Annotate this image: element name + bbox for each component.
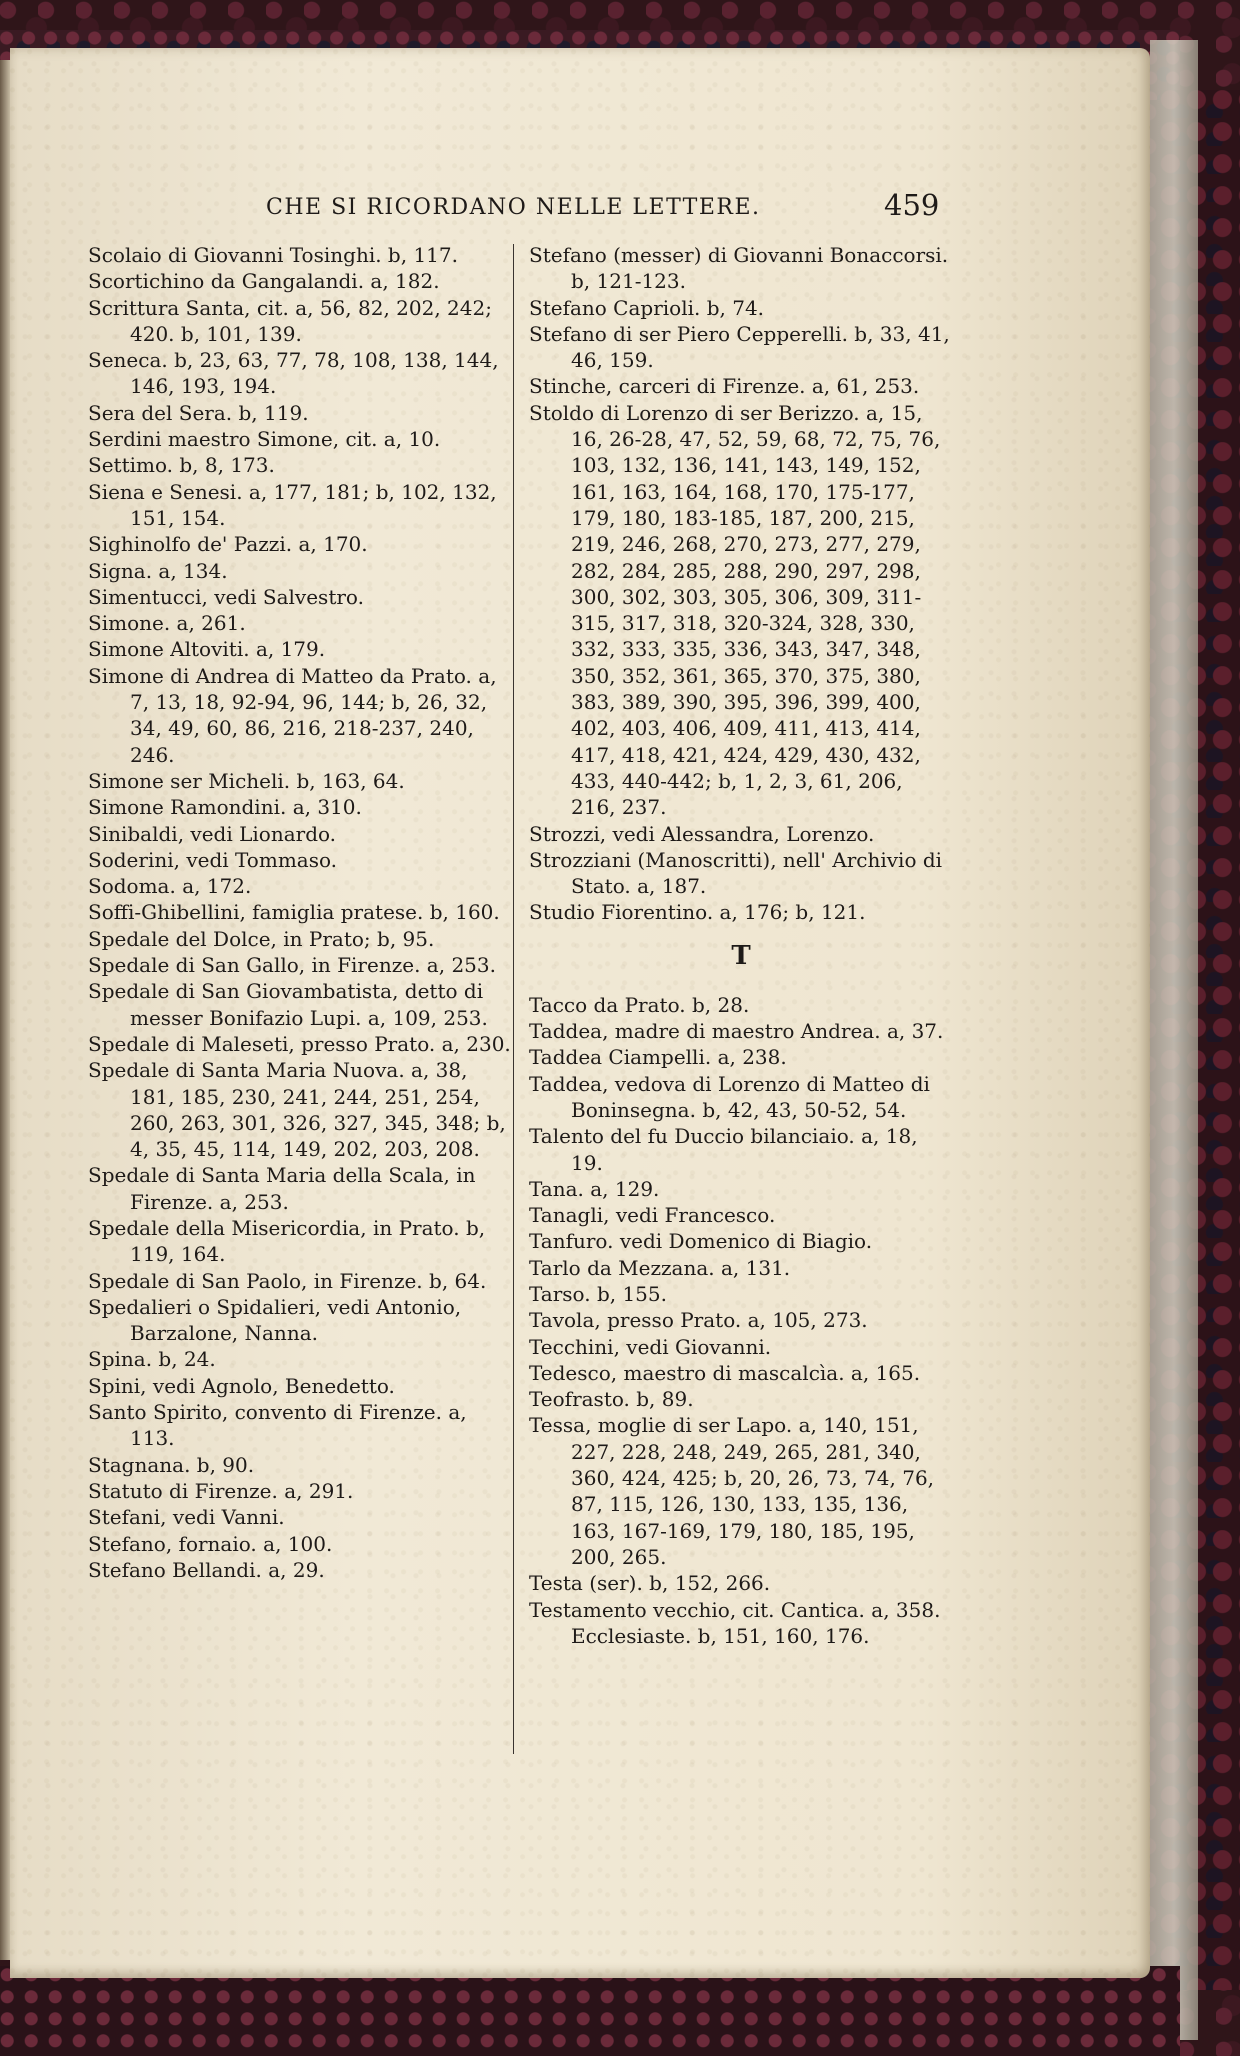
index-entry: Spedale di San Paolo, in Firenze. b, 64. xyxy=(88,1268,487,1293)
index-entry: Teofrasto. b, 89. xyxy=(529,1387,694,1412)
index-entry: Tedesco, maestro di mascalcìa. a, 165. xyxy=(529,1360,921,1385)
marbled-cover-bottom xyxy=(0,1966,1180,2056)
cover-edge-right xyxy=(1150,40,1198,2040)
index-entry: Stefano, fornaio. a, 100. xyxy=(88,1531,333,1556)
index-entry: Siena e Senesi. a, 177, 181; b, 102, 132, 151, 154. xyxy=(88,479,497,530)
index-entry: Tanagli, vedi Francesco. xyxy=(529,1203,776,1228)
index-entry: Spedalieri o Spidalieri, vedi Antonio, Barzalone, Nanna. xyxy=(88,1294,462,1346)
index-entry: Spedale del Dolce, in Prato; b, 95. xyxy=(88,926,435,951)
book-page xyxy=(10,48,1150,1978)
index-entry: Talento del fu Duccio bilanciaio. a, 18, 19. xyxy=(529,1124,918,1175)
index-entry: Spedale di Maleseti, presso Prato. a, 230. xyxy=(88,1031,511,1056)
index-entry: Simone ser Micheli. b, 163, 64. xyxy=(88,768,405,793)
index-entry: Taddea Ciampelli. a, 238. xyxy=(529,1045,787,1070)
index-entry: Stagnana. b, 90. xyxy=(88,1452,255,1477)
index-entry: Tarlo da Mezzana. a, 131. xyxy=(529,1255,791,1280)
index-section-t xyxy=(529,992,953,1649)
column-divider xyxy=(513,244,514,1754)
index-entry: Scortichino da Gangalandi. a, 182. xyxy=(88,269,440,294)
index-entry: Soderini, vedi Tommaso. xyxy=(88,847,338,872)
index-entry: Testamento vecchio, cit. Cantica. a, 358. Ecclesiaste. b, 151, 160, 176. xyxy=(529,1597,941,1648)
index-entry: Spedale di San Gallo, in Firenze. a, 253. xyxy=(88,953,496,978)
index-entry: Scrittura Santa, cit. a, 56, 82, 202, 242; 420. b, 101, 139. xyxy=(88,295,492,346)
index-entry: Tecchini, vedi Giovanni. xyxy=(529,1334,772,1359)
index-entry: Spina. b, 24. xyxy=(88,1347,216,1372)
index-entry: Stefano Caprioli. b, 74. xyxy=(529,295,765,320)
index-entry: Spedale di Santa Maria Nuova. a, 38, 181, 185, 230, 241, 244, 251, 254, 260, 263, 301, 326, 327, 345, 348; b, 4, 35, 45, 114, 149, 202, 203, 208. xyxy=(88,1058,506,1162)
section-letter-heading: T xyxy=(731,940,751,971)
index-entry: Tanfuro. vedi Domenico di Biagio. xyxy=(529,1229,873,1254)
index-entry: Tarso. b, 155. xyxy=(529,1281,667,1306)
index-entry: Soffi-Ghibellini, famiglia pratese. b, 160. xyxy=(88,900,500,925)
index-entry: Santo Spirito, convento di Firenze. a, 113. xyxy=(88,1400,467,1451)
index-entry: Tacco da Prato. b, 28. xyxy=(529,992,750,1017)
index-entry: Sinibaldi, vedi Lionardo. xyxy=(88,821,337,846)
index-entry: Spini, vedi Agnolo, Benedetto. xyxy=(88,1373,395,1398)
index-entry: Seneca. b, 23, 63, 77, 78, 108, 138, 144, 146, 193, 194. xyxy=(88,348,499,399)
index-entry: Strozziani (Manoscritti), nell' Archivio di Stato. a, 187. xyxy=(529,847,943,899)
index-entry: Stefano Bellandi. a, 29. xyxy=(88,1557,325,1582)
index-entry: Signa. a, 134. xyxy=(88,558,228,583)
index-entry: Simone di Andrea di Matteo da Prato. a, 7, 13, 18, 92-94, 96, 144; b, 26, 32, 34, 49, 60, 86, 216, 218-237, 240, 246. xyxy=(88,663,497,767)
index-entry: Stoldo di Lorenzo di ser Berizzo. a, 15, 16, 26-28, 47, 52, 59, 68, 72, 75, 76, 103, 132, 136, 141, 143, 149, 152, 161, 163, 164, 168, 170, 175-177, 179, 180, 183-185, 187, 200, 215, 219, 246, 268, 270, 273, 277, 279, 282, 284, 285, 288, 290, 297, 298, 300, 302, 303, 305, 306, 309, 311-315, 317, 318, 320-324, 328, 330, 332, 333, 335, 336, 343, 347, 348, 350, 352, 361, 365, 370, 375, 380, 383, 389, 390, 395, 396, 399, 400, 402, 403, 406, 409, 411, 413, 414, 417, 418, 421, 424, 429, 430, 432, 433, 440-442; b, 1, 2, 3, 61, 206, 216, 237. xyxy=(529,400,941,820)
index-entry: Sodoma. a, 172. xyxy=(88,874,252,899)
index-entry: Stefano di ser Piero Cepperelli. b, 33, 41, 46, 159. xyxy=(529,321,950,373)
index-entry: Taddea, madre di maestro Andrea. a, 37. xyxy=(529,1019,944,1044)
index-entry: Stefano (messer) di Giovanni Bonaccorsi. b, 121-123. xyxy=(529,243,949,294)
index-entry: Spedale della Misericordia, in Prato. b, 119, 164. xyxy=(88,1215,486,1267)
index-entry: Spedale di Santa Maria della Scala, in Firenze. a, 253. xyxy=(88,1163,476,1214)
index-section-s xyxy=(529,242,953,926)
index-entry: Sighinolfo de' Pazzi. a, 170. xyxy=(88,532,368,557)
index-entry: Tana. a, 129. xyxy=(529,1176,660,1201)
index-entry: Settimo. b, 8, 173. xyxy=(88,453,275,478)
index-entry: Sera del Sera. b, 119. xyxy=(88,400,309,425)
index-entry: Simone. a, 261. xyxy=(88,611,246,636)
index-entry: Serdini maestro Simone, cit. a, 10. xyxy=(88,427,441,452)
index-entry: Simone Ramondini. a, 310. xyxy=(88,795,362,820)
index-entry: Stinche, carceri di Firenze. a, 61, 253. xyxy=(529,374,920,399)
index-entry: Stefani, vedi Vanni. xyxy=(88,1505,285,1530)
index-entry: Testa (ser). b, 152, 266. xyxy=(529,1571,771,1596)
index-entry: Strozzi, vedi Alessandra, Lorenzo. xyxy=(529,821,875,846)
index-entry: Spedale di San Giovambatista, detto di messer Bonifazio Lupi. a, 109, 253. xyxy=(88,979,488,1030)
running-head: CHE SI RICORDANO NELLE LETTERE. xyxy=(266,195,761,220)
index-entry: Studio Fiorentino. a, 176; b, 121. xyxy=(529,900,866,925)
index-entry: Tessa, moglie di ser Lapo. a, 140, 151, 227, 228, 248, 249, 265, 281, 340, 360, 424, 425; b, 20, 26, 73, 74, 76, 87, 115, 126, 130, 133, 135, 136, 163, 167-169, 179, 180, 185, 195, 200, 265. xyxy=(529,1413,935,1569)
index-entry: Scolaio di Giovanni Tosinghi. b, 117. xyxy=(88,243,458,267)
index-entry: Simentucci, vedi Salvestro. xyxy=(88,584,364,609)
index-column-right xyxy=(529,242,953,1649)
index-entry: Simone Altoviti. a, 179. xyxy=(88,637,326,662)
index-entry: Taddea, vedova di Lorenzo di Matteo di Boninsegna. b, 42, 43, 50-52, 54. xyxy=(529,1071,930,1122)
index-entry: Tavola, presso Prato. a, 105, 273. xyxy=(529,1308,868,1333)
index-column-left xyxy=(88,242,512,1583)
page-number: 459 xyxy=(884,188,940,222)
index-entry: Statuto di Firenze. a, 291. xyxy=(88,1478,354,1503)
